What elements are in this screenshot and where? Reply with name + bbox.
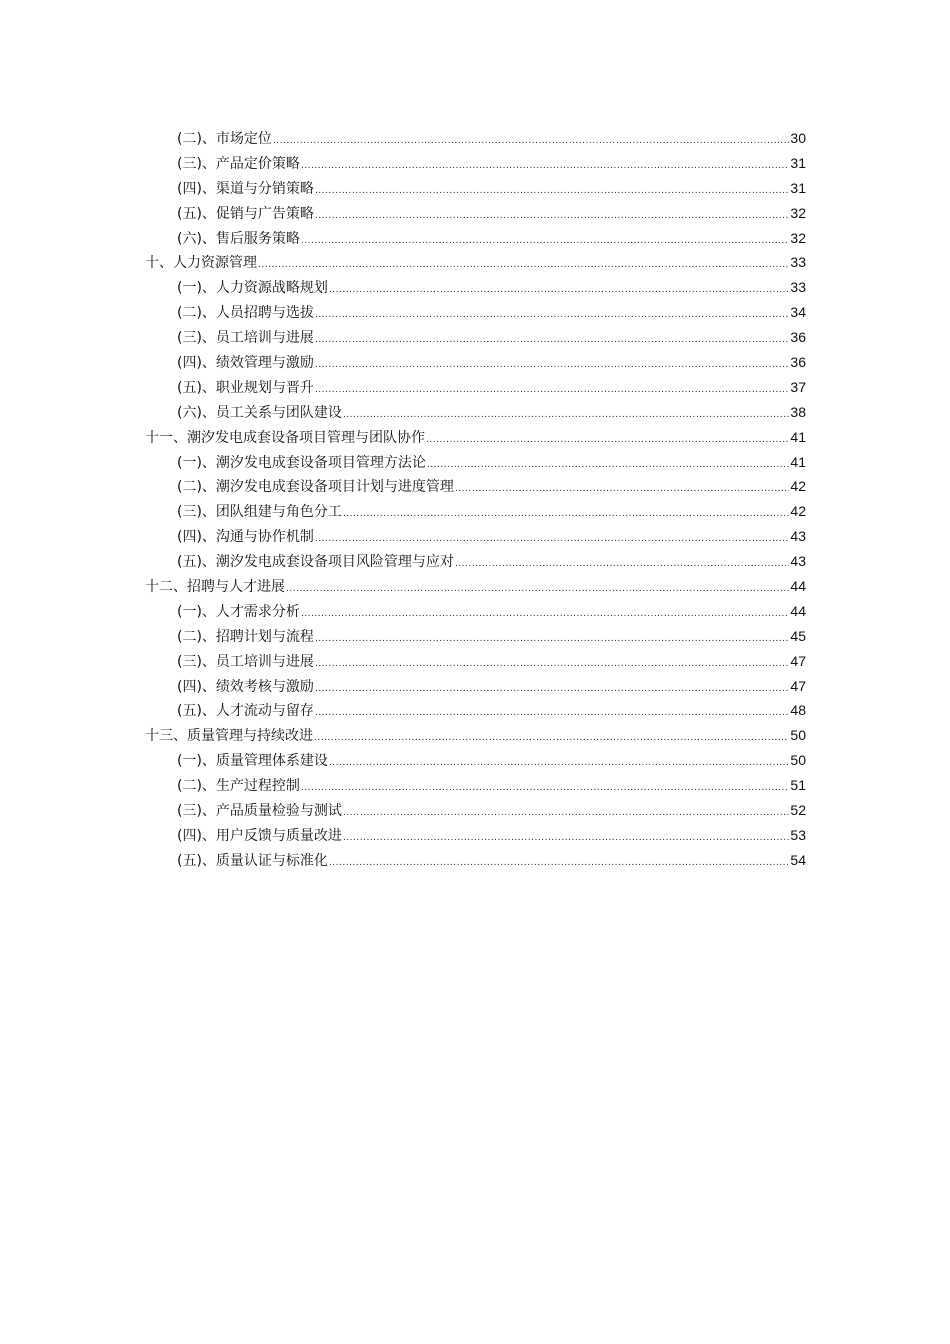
toc-dot-leader <box>314 726 789 751</box>
toc-dot-leader <box>315 353 789 378</box>
toc-dot-leader <box>315 303 789 328</box>
toc-entry-page-number: 53 <box>790 826 806 843</box>
toc-entry-page-number: 47 <box>790 652 806 669</box>
toc-entry-title: (一)、质量管理体系建设 <box>177 753 328 770</box>
toc-dot-leader <box>315 677 789 702</box>
toc-dot-leader <box>315 204 789 229</box>
toc-entry-page-number: 44 <box>790 602 806 619</box>
toc-entry-title: (二)、生产过程控制 <box>177 778 300 795</box>
toc-entry[interactable] <box>145 599 806 624</box>
toc-entry-title: (四)、绩效管理与激励 <box>177 355 314 372</box>
toc-entry[interactable] <box>145 201 806 226</box>
toc-dot-leader <box>426 428 789 453</box>
toc-entry-page-number: 32 <box>790 204 806 221</box>
toc-entry[interactable] <box>145 375 806 400</box>
toc-entry[interactable] <box>145 226 806 251</box>
toc-entry-page-number: 52 <box>790 802 806 819</box>
toc-entry-page-number: 36 <box>790 329 806 346</box>
toc-entry[interactable] <box>145 649 806 674</box>
toc-entry-title: (一)、人力资源战略规划 <box>177 280 328 297</box>
toc-entry[interactable] <box>145 549 806 574</box>
toc-entry-title: (二)、人员招聘与选拔 <box>177 305 314 322</box>
toc-entry-page-number: 51 <box>790 777 806 794</box>
toc-dot-leader <box>286 577 789 602</box>
toc-entry-title: (四)、渠道与分销策略 <box>177 180 314 197</box>
toc-dot-leader <box>315 328 789 353</box>
toc-entry[interactable] <box>145 425 806 450</box>
toc-entry-title: (五)、人才流动与留存 <box>177 703 314 720</box>
toc-entry-title: (四)、用户反馈与质量改进 <box>177 827 342 844</box>
toc-entry-page-number: 41 <box>790 428 806 445</box>
toc-entry[interactable] <box>145 275 806 300</box>
toc-dot-leader <box>301 776 789 801</box>
toc-dot-leader <box>315 179 789 204</box>
toc-dot-leader <box>427 453 789 478</box>
toc-entry[interactable] <box>145 474 806 499</box>
table-of-contents <box>145 126 806 873</box>
toc-entry-page-number: 45 <box>790 627 806 644</box>
toc-entry[interactable] <box>145 674 806 699</box>
toc-entry-page-number: 33 <box>790 254 806 271</box>
toc-entry-title: 十二、招聘与人才进展 <box>145 579 285 596</box>
toc-entry-page-number: 43 <box>790 528 806 545</box>
toc-entry-page-number: 48 <box>790 702 806 719</box>
toc-entry-title: (二)、招聘计划与流程 <box>177 628 314 645</box>
toc-entry-title: (一)、潮汐发电成套设备项目管理方法论 <box>177 454 426 471</box>
toc-entry-page-number: 44 <box>790 578 806 595</box>
toc-entry[interactable] <box>145 176 806 201</box>
toc-entry-title: 十三、质量管理与持续改进 <box>145 728 313 745</box>
toc-entry[interactable] <box>145 624 806 649</box>
toc-dot-leader <box>455 477 789 502</box>
toc-entry-page-number: 50 <box>790 727 806 744</box>
toc-entry-page-number: 47 <box>790 677 806 694</box>
toc-entry[interactable] <box>145 798 806 823</box>
toc-entry-page-number: 43 <box>790 553 806 570</box>
toc-dot-leader <box>329 278 789 303</box>
toc-entry-page-number: 33 <box>790 279 806 296</box>
toc-entry[interactable] <box>145 823 806 848</box>
toc-entry[interactable] <box>145 126 806 151</box>
toc-entry-page-number: 36 <box>790 354 806 371</box>
toc-entry[interactable] <box>145 773 806 798</box>
toc-entry[interactable] <box>145 450 806 475</box>
toc-entry-page-number: 30 <box>790 130 806 146</box>
toc-entry[interactable] <box>145 350 806 375</box>
toc-entry[interactable] <box>145 151 806 176</box>
toc-dot-leader <box>315 701 789 726</box>
toc-entry[interactable] <box>145 300 806 325</box>
toc-entry[interactable] <box>145 524 806 549</box>
toc-dot-leader <box>343 801 789 826</box>
toc-dot-leader <box>301 229 789 254</box>
toc-entry[interactable] <box>145 698 806 723</box>
toc-entry-title: (三)、产品质量检验与测试 <box>177 803 342 820</box>
toc-dot-leader <box>343 502 789 527</box>
toc-entry[interactable] <box>145 748 806 773</box>
toc-dot-leader <box>343 403 789 428</box>
toc-dot-leader <box>329 851 789 876</box>
toc-dot-leader <box>301 602 789 627</box>
toc-dot-leader <box>315 627 789 652</box>
toc-entry-title: (三)、员工培训与进展 <box>177 330 314 347</box>
toc-entry[interactable] <box>145 574 806 599</box>
toc-entry-title: (五)、潮汐发电成套设备项目风险管理与应对 <box>177 554 454 571</box>
toc-entry-title: (四)、绩效考核与激励 <box>177 678 314 695</box>
toc-entry[interactable] <box>145 325 806 350</box>
toc-dot-leader <box>301 154 789 179</box>
toc-dot-leader <box>258 253 789 278</box>
toc-entry-title: (五)、促销与广告策略 <box>177 205 314 222</box>
toc-dot-leader <box>315 652 789 677</box>
toc-entry-page-number: 41 <box>790 453 806 470</box>
toc-entry[interactable] <box>145 499 806 524</box>
toc-entry-page-number: 32 <box>790 229 806 246</box>
toc-entry-title: (三)、团队组建与角色分工 <box>177 504 342 521</box>
toc-dot-leader <box>329 751 789 776</box>
toc-entry-title: (五)、职业规划与晋升 <box>177 379 314 396</box>
toc-entry[interactable] <box>145 400 806 425</box>
toc-entry-title: (五)、质量认证与标准化 <box>177 852 328 869</box>
toc-dot-leader <box>273 129 789 154</box>
toc-entry-title: (二)、市场定位 <box>177 131 272 147</box>
toc-entry-title: (二)、潮汐发电成套设备项目计划与进度管理 <box>177 479 454 496</box>
toc-dot-leader <box>343 826 789 851</box>
toc-entry-title: (六)、售后服务策略 <box>177 230 300 247</box>
toc-entry-title: 十、人力资源管理 <box>145 255 257 272</box>
toc-entry-page-number: 37 <box>790 378 806 395</box>
toc-entry-page-number: 31 <box>790 179 806 196</box>
toc-entry-title: (四)、沟通与协作机制 <box>177 529 314 546</box>
toc-dot-leader <box>315 378 789 403</box>
toc-entry-page-number: 54 <box>790 851 806 868</box>
toc-entry-title: (三)、员工培训与进展 <box>177 653 314 670</box>
toc-entry-page-number: 42 <box>790 478 806 495</box>
toc-entry-page-number: 38 <box>790 403 806 420</box>
toc-entry-title: (三)、产品定价策略 <box>177 155 300 172</box>
toc-entry-title: (一)、人才需求分析 <box>177 603 300 620</box>
toc-entry[interactable] <box>145 250 806 275</box>
toc-entry[interactable] <box>145 723 806 748</box>
toc-entry-page-number: 31 <box>790 154 806 171</box>
toc-entry-page-number: 42 <box>790 503 806 520</box>
toc-entry-title: 十一、潮汐发电成套设备项目管理与团队协作 <box>145 429 425 446</box>
toc-entry[interactable] <box>145 848 806 873</box>
toc-entry-page-number: 50 <box>790 752 806 769</box>
toc-entry-page-number: 34 <box>790 304 806 321</box>
toc-dot-leader <box>315 527 789 552</box>
toc-dot-leader <box>455 552 789 577</box>
toc-entry-title: (六)、员工关系与团队建设 <box>177 404 342 421</box>
